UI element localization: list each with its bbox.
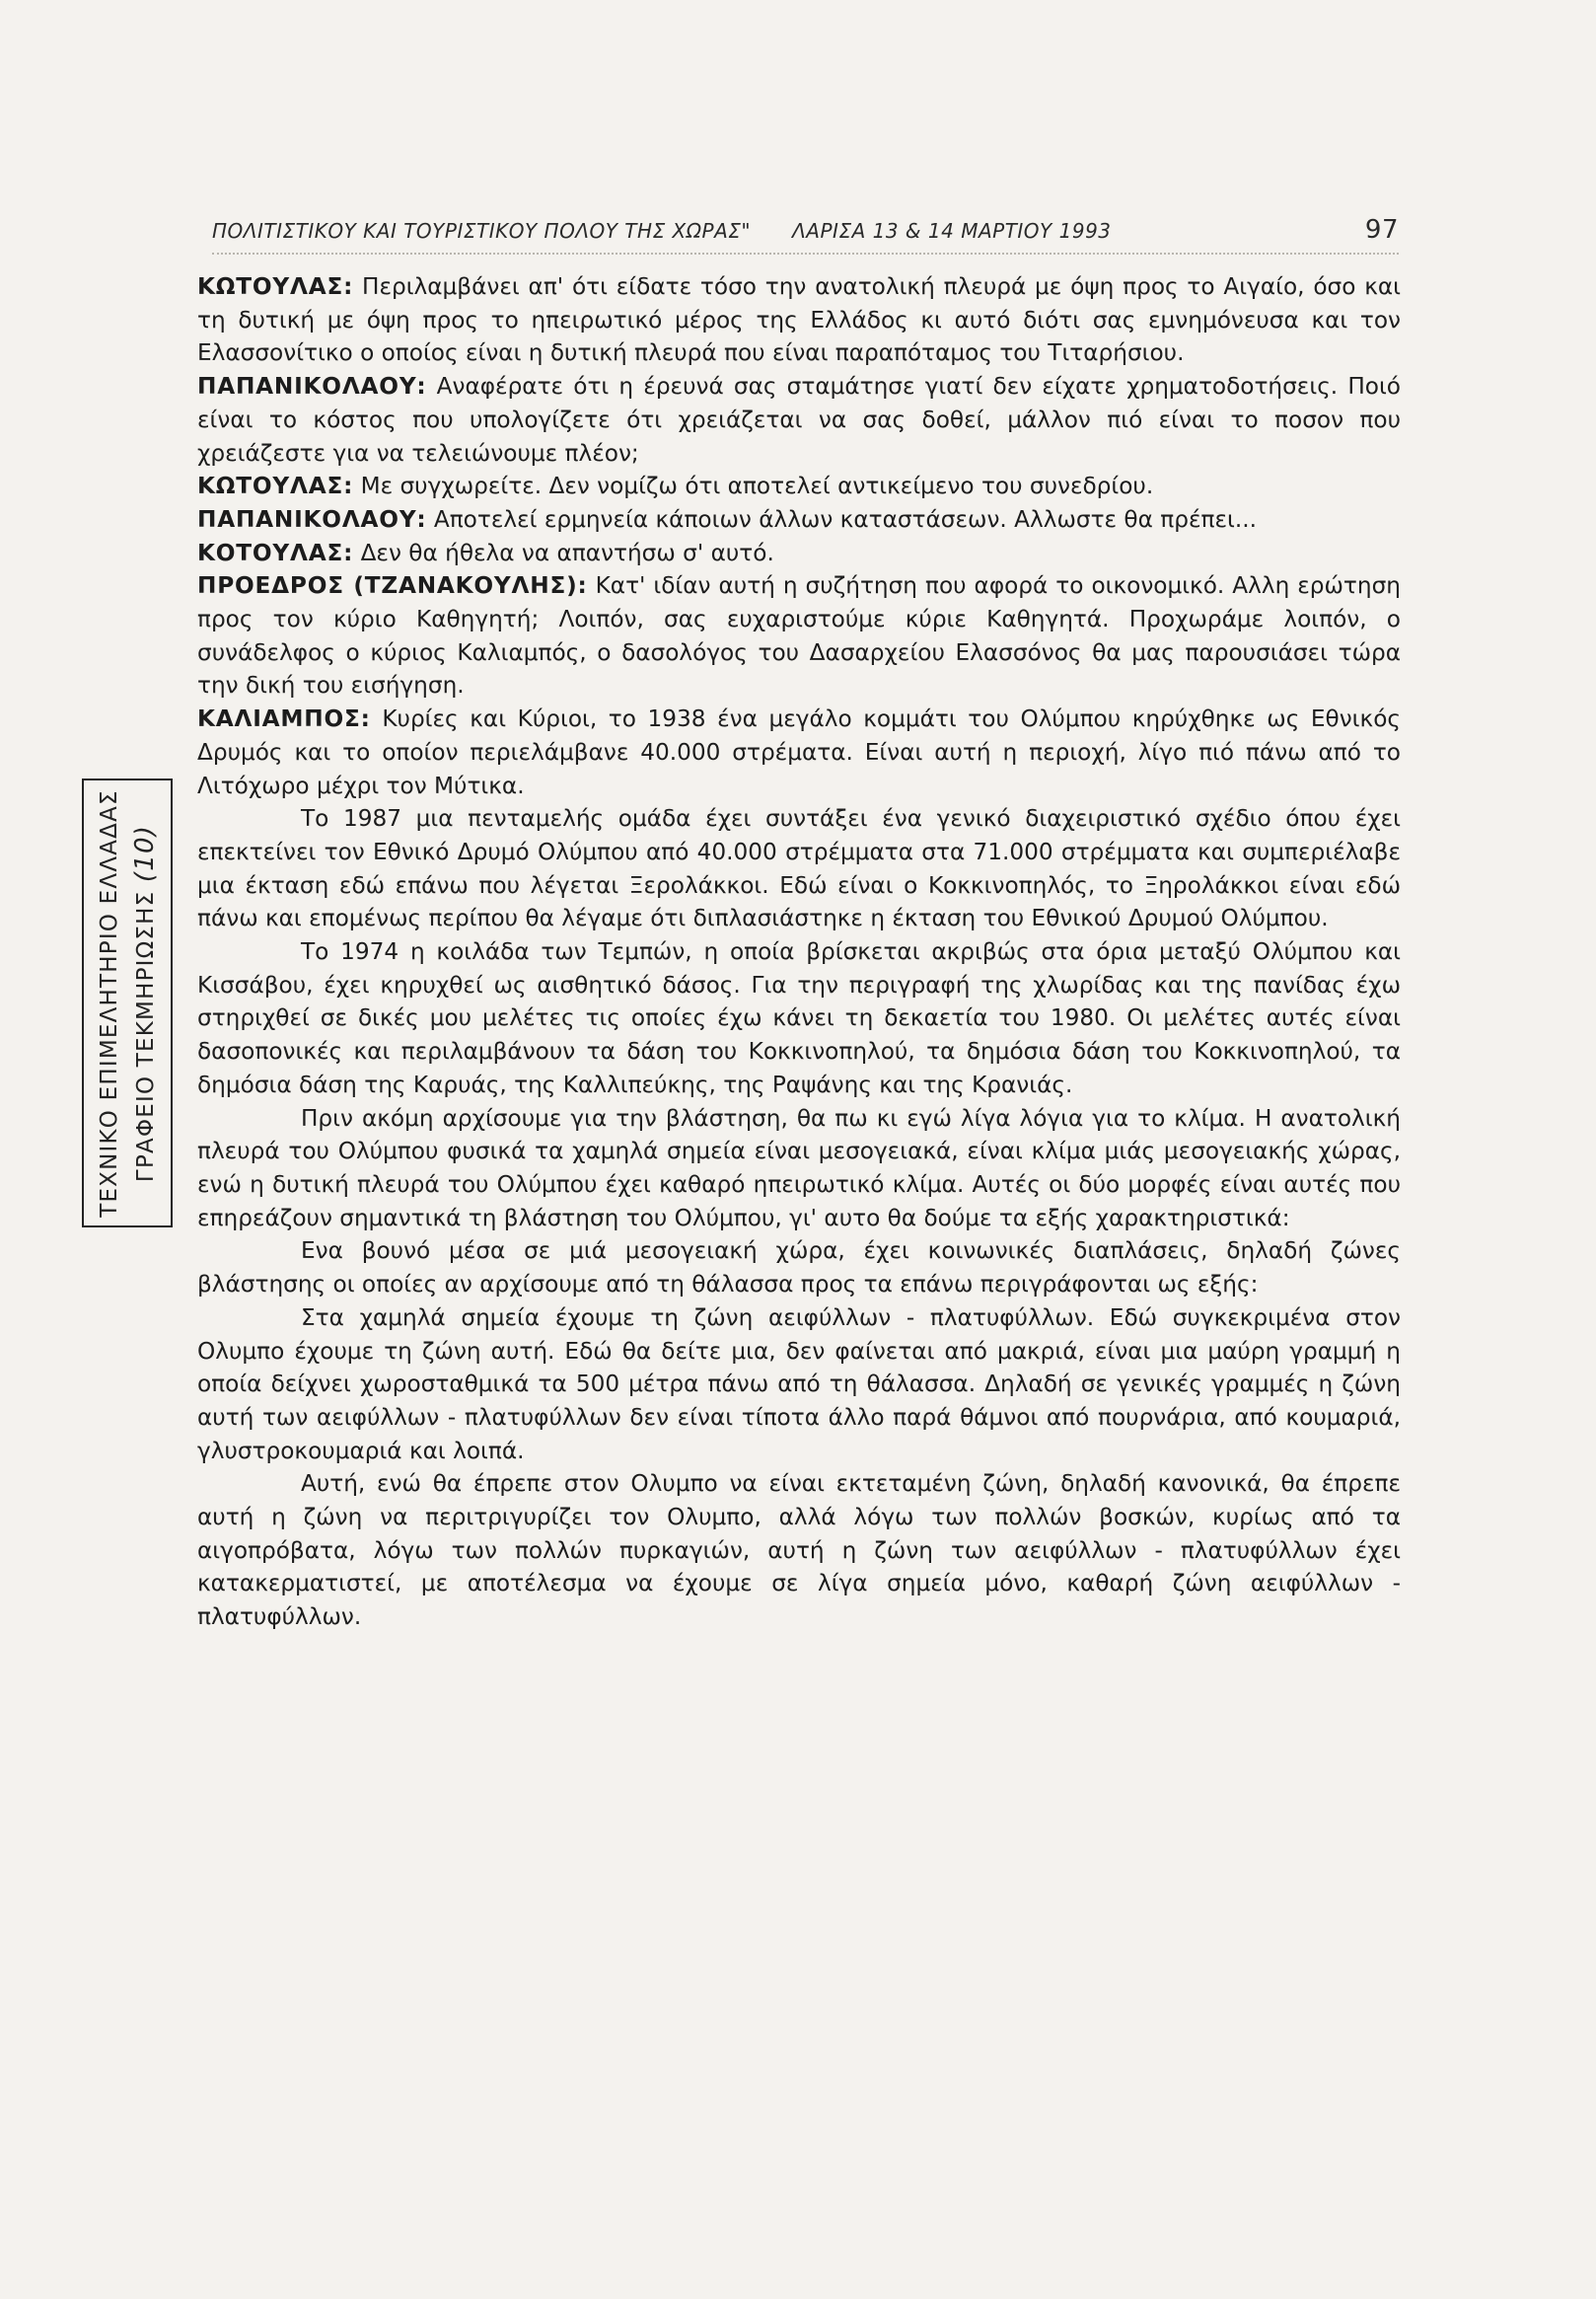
stamp-office-text: ΓΡΑΦΕΙΟ ΤΕΚΜΗΡΙΩΣΗΣ [133,890,159,1182]
transcript-paragraph [197,1467,1401,1634]
paragraph-text: Αυτή, ενώ θα έπρεπε στον Ολυμπο να είναι εκτεταμένη ζώνη, δηλαδή κανονικά, θα έπρεπε αυτή η ζώνη να περιτριγυρίζει τον Ολυμπο, αλλά λόγω των πολλών βοσκών, κυρίως από τα αιγοπρόβατα, λόγω των πολλών πυρκαγιών, αυτή η ζώνη των αειφύλλων - πλατυφύλλων έχει κατακερματιστεί, με αποτέλεσμα να έχουμε σε λίγα σημεία μόνο, καθαρή ζώνη αειφύλλων - πλατυφύλλων. [197,1470,1401,1631]
transcript-paragraph [197,270,1401,370]
speaker-name: ΠΑΠΑΝΙΚΟΛΑΟΥ: [197,373,427,401]
archive-stamp [82,779,173,1227]
speaker-name: ΚΟΤΟΥΛΑΣ: [197,539,354,566]
paragraph-text: Αποτελεί ερμηνεία κάποιων άλλων καταστάσεων. Αλλωστε θα πρέπει... [426,505,1257,533]
header-place-date: ΛΑΡΙΣΑ 13 & 14 ΜΑΡΤΙΟΥ 1993 [792,219,1112,243]
stamp-office [130,824,160,1181]
header-divider [212,253,1399,255]
running-header [212,215,1399,245]
transcript-paragraph [197,470,1401,503]
paragraph-text: Το 1987 μια πενταμελής ομάδα έχει συντάξει ένα γενικό διαχειριστικό σχέδιο όπου έχει επεκτείνει τον Εθνικό Δρυμό Ολύμπου από 40.000 στρέμματα στα 71.000 στρέμματα και συμπεριέλαβε μια έκταση εδώ επάνω που λέγεται Ξερολάκκοι. Εδώ είναι ο Κοκκινοπηλός, το Ξηρολάκκοι είναι εδώ πάνω και επομένως περίπου θα λέγαμε ότι διπλασιάστηκε η έκταση του Εθνικού Δρυμού Ολύμπου. [197,805,1401,932]
paragraph-text: Το 1974 η κοιλάδα των Τεμπών, η οποία βρίσκεται ακριβώς στα όρια μεταξύ Ολύμπου και Κισσάβου, έχει κηρυχθεί ως αισθητικό δάσος. Για την περιγραφή της χλωρίδας και της πανίδας έχω στηριχθεί σε δικές μου μελέτες τις οποίες έχω κάνει τη δεκαετία του 1980. Οι μελέτες αυτές είναι δασοπονικές και περιλαμβάνουν τα δάση του Κοκκινοπηλού, τα δημόσια δάση του Κοκκινοπηλού, τα δημόσια δάση της Καρυάς, της Καλλιπεύκης, της Ραψάνης και της Κρανιάς. [197,938,1401,1098]
paragraph-text: Κυρίες και Κύριοι, το 1938 ένα μεγάλο κομμάτι του Ολύμπου κηρύχθηκε ως Εθνικός Δρυμός και το οποίον περιελάμβανε 40.000 στρέματα. Είναι αυτή η περιοχή, λίγο πιό πάνω από το Λιτόχωρο μέχρι τον Μύτικα. [197,705,1401,799]
speaker-name: ΠΡΟΕΔΡΟΣ (ΤΖΑΝΑΚΟΥΛΗΣ): [197,572,588,600]
transcript-paragraph [197,1234,1401,1300]
speaker-name: ΚΩΤΟΥΛΑΣ: [197,273,354,300]
paragraph-text: Δεν θα ήθελα να απαντήσω σ' αυτό. [353,539,774,566]
paragraph-text: Πριν ακόμη αρχίσουμε για την βλάστηση, θα πω κι εγώ λίγα λόγια για το κλίμα. Η ανατολική πλευρά του Ολύμπου φυσικά τα χαμηλά σημεία είναι μεσογειακά, είναι κλίμα μιάς μεσογειακής χώρας, ενώ η δυτική πλευρά του Ολύμπου έχει καθαρό ηπειρωτικό κλίμα. Αυτές οι δύο μορφές είναι αυτές που επηρεάζουν σημαντικά τη βλάστηση του Ολύμπου, γι' αυτο θα δούμε τα εξής χαρακτηριστικά: [197,1104,1401,1231]
transcript-paragraph [197,1102,1401,1235]
stamp-number: (10) [130,824,160,882]
paragraph-text: Περιλαμβάνει απ' ότι είδατε τόσο την ανατολική πλευρά με όψη προς το Αιγαίο, όσο και τη δυτική με όψη προς το ηπειρωτικό μέρος της Ελλάδος κι αυτό διότι σας εμνημόνευσα και τον Ελασσονίτικο ο οποίος είναι η δυτική πλευρά που είναι παραπόταμος του Τιταρήσιου. [197,273,1401,367]
paragraph-text: Στα χαμηλά σημεία έχουμε τη ζώνη αειφύλλων - πλατυφύλλων. Εδώ συγκεκριμένα στον Ολυμπο έχουμε τη ζώνη αυτή. Εδώ θα δείτε μια, δεν φαίνεται από μακριά, είναι μια μαύρη γραμμή η οποία δείχνει χωροσταθμικά τα 500 μέτρα πάνω από τη θάλασσα. Δηλαδή σε γενικές γραμμές η ζώνη αυτή των αειφύλλων - πλατυφύλλων δεν είναι τίποτα άλλο παρά θάμνοι από πουρνάρια, από κουμαριά, γλυστροκουμαριά και λοιπά. [197,1303,1401,1464]
transcript-paragraph [197,1301,1401,1468]
transcript-paragraph [197,802,1401,935]
paragraph-text: Αναφέρατε ότι η έρευνά σας σταμάτησε γιατί δεν είχατε χρηματοδοτήσεις. Ποιό είναι το κόστος που υπολογίζετε ότι χρειάζεται να σας δοθεί, μάλλον πιό είναι το ποσον που χρειάζεστε για να τελειώνουμε πλέον; [197,373,1401,467]
transcript-paragraph [197,537,1401,570]
paragraph-text: Κατ' ιδίαν αυτή η συζήτηση που αφορά το οικονομικό. Αλλη ερώτηση προς τον κύριο Καθηγητή; Λοιπόν, σας ευχαριστούμε κύριε Καθηγητά. Προχωράμε λοιπόν, ο συνάδελφος ο κύριος Καλιαμπός, ο δασολόγος του Δασαρχείου Ελασσόνος θα μας παρουσιάσει τώρα την δική του εισήγηση. [197,572,1401,700]
paragraph-text: Ενα βουνό μέσα σε μιά μεσογειακή χώρα, έχει κοινωνικές διαπλάσεις, δηλαδή ζώνες βλάστησης οι οποίες αν αρχίσουμε από τη θάλασσα προς τα επάνω περιγράφονται ως εξής: [197,1237,1401,1298]
transcript-paragraph [197,569,1401,703]
transcript-body [197,270,1401,1634]
transcript-paragraph [197,503,1401,537]
page-number: 97 [1364,215,1399,245]
paragraph-text: Με συγχωρείτε. Δεν νομίζω ότι αποτελεί αντικείμενο του συνεδρίου. [353,473,1154,500]
transcript-paragraph [197,935,1401,1102]
speaker-name: ΚΩΤΟΥΛΑΣ: [197,473,354,500]
stamp-institution: ΤΕΧΝΙΚΟ ΕΠΙΜΕΛΗΤΗΡΙΟ ΕΛΛΑΔΑΣ [97,788,122,1218]
speaker-name: ΚΑΛΙΑΜΠΟΣ: [197,705,371,733]
header-conference-title: ΠΟΛΙΤΙΣΤΙΚΟΥ ΚΑΙ ΤΟΥΡΙΣΤΙΚΟΥ ΠΟΛΟΥ ΤΗΣ ΧΩΡΑΣ" [212,219,752,243]
transcript-paragraph [197,370,1401,470]
speaker-name: ΠΑΠΑΝΙΚΟΛΑΟΥ: [197,505,427,533]
transcript-paragraph [197,703,1401,802]
